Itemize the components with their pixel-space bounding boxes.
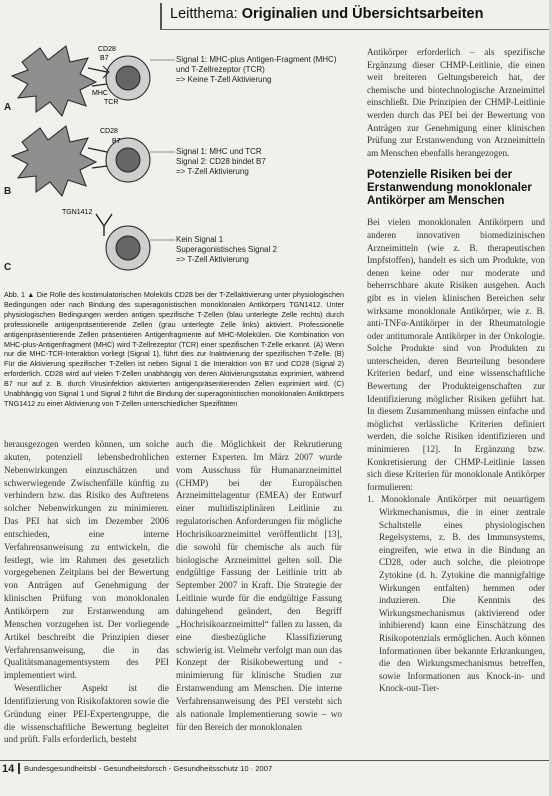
signal-text-c: [176, 235, 277, 265]
label-b7-a: B7: [100, 55, 109, 62]
column-1: [4, 438, 169, 746]
apc-cell-b: [12, 126, 96, 196]
signal-a-line-3: => Keine T-Zell Aktivierung: [176, 75, 272, 84]
row-letter-b: B: [4, 186, 12, 197]
t-cell-c: [106, 226, 150, 270]
page-footer: [0, 760, 552, 775]
signal-c-line-3: => T-Zell Aktivierung: [176, 255, 249, 264]
col3-body: Bei vielen monoklonalen Antikörpern und anderen innovativen biomedizinischen Arzneimitteln (wie z. B. therapeutischen Impfstoffen), handelt es sich um Produkte, von denen keine oder nur moderate und beherrschbare akute Risiken ausgehen. Auch gibt es in vielen klinischen Bereichen sehr wirksame monoklonale Antikörper, wie z. B. anti-TNFα-Antikörper in der Rheumatologie oder antitumorale Antikörper in der Onkologie. Solche Produkte sind von Produkten zu unterscheiden, deren Beurteilung besondere Kriterien bedarf, und eine wissenschaftliche Bewertung der Produkteigenschaften zur Identifizierung möglicher Risiken geführt hat. In diesem Zusammenhang müssen einfache und möglichst verlässliche Kriterien definiert werden, die solche Risiken identifizieren und minimieren [12]. In Ergänzung bzw. Konkretisierung der CHMP-Leitlinie lassen sich diese Kriterien für monoklonale Antikörper formulieren:: [367, 217, 545, 492]
label-mhc-a: MHC: [92, 90, 108, 97]
label-cd28-b: CD28: [100, 128, 118, 135]
section-heading: Potenzielle Risiken bei der Erstanwendung monoklonaler Antikörper am Menschen: [367, 169, 532, 208]
column-3: [367, 46, 545, 695]
row-letter-a: A: [4, 102, 12, 113]
row-c-cells: [62, 209, 150, 270]
signal-b-line-2: Signal 2: CD28 bindet B7: [176, 157, 266, 166]
list-item-1: 1. Monoklonale Antikörper mit neuartigem Wirkmechanismus, die in einer zentrale Schaltstelle eines physiologischen Regelsystems, z. B. des Immunsystems, eingreifen, wie etwa in die Bindung an CD28, oder auch solche, die pleiotrope Zytokine (d. h. Zytokine die mannigfaltige Wirkungen entfalten) hemmen oder induzieren. Die Kenntnis des Wirkungsmechanismus (aktivierend oder inhibierend) kann eine Einschätzung des Risikopotenzials ermöglichen. Auch können Informationen über bekannte Erkrankungen, die den Wirkungsmechanismus betreffen, sowie Informationen aus Knock-in- und Knock-out-Tier-: [367, 494, 545, 694]
figure-cd28-activation: [0, 40, 350, 280]
header-prefix: Leitthema:: [170, 6, 242, 22]
figure-caption: Abb. 1 ▲ Die Rolle des kostimulatorischen Moleküls CD28 bei der T-Zellaktivierung unter physiologischen Bedingungen oder nach Bindung des superagonistischen monoklonalen Antikörpers TGN1412. Unter physiologischen Bedingungen werden antigen spezifische T-Zellen (blau unterlegte Zelle rechts) durch professionelle antigenpräsentierende Zellen (grau unterlegte Zelle links) aktiviert. Professionelle antigenpräsentierende Zellen präsentieren Antigenfragmente auf MHC-Molekülen. Die Kombination von MHC-plus-Antigenfragment (MHC) wird T-Zellrezeptor (TCR) einer spezifischen T-Zelle erkannt. (A) Wenn nur die MHC-TCR-Interaktion vorliegt (Signal 1), führt dies zur Inaktivierung der spezifischen T-Zelle. (B) Für die Aktivierung spezifischer T-Zellen ist neben Signal 1 die Interaktion von B7 und CD28 (Signal 2) erforderlich. CD28 wird auf vielen T-Zellen unabhängig von deren Aktivierungsstatus exprimiert, während B7 nur auf z. B. durch Virusinfektion aktivierten antigenpräsentierenden Zellen exprimiert wird. (C) Unabhängig von Signal 1 und Signal 2 führt die Bindung der superagonistischen monoklonalen Antikörpers TNG1412 zu einer Aktivierung von T-Zellen unterschiedlicher Spezifitäten: [4, 290, 344, 408]
t-cell-a: [106, 56, 150, 100]
signal-c-line-2: Superagonistisches Signal 2: [176, 245, 277, 254]
col2-paragraph-1: auch die Möglichkeit der Rekrutierung externer Experten. Im März 2007 wurde vom Ausschuss für Humanarzneimittel (CHMP) bei der Europäischen Arzneimittelagentur (EMEA) der Entwurf einer multidisziplinären Leitlinie zu regulatorischen Anforderungen für mögliche Hochrisikoarzneimittel veröffentlicht [13], die sowohl für chemische als auch für biologische Arzneimittel gelten soll. Die endgültige Fassung der Leitlinie tritt ab September 2007 in Kraft. Die Strategie der Leitlinie wurde für die endgültige Fassung dahingehend geändert, den Begriff „Hochrisikoarzneimittel“ fallen zu lassen, da eine diesbezügliche Klassifizierung schwierig ist. Vielmehr verfolgt man nun das Konzept der Risikobewertung und -minimierung für klinische Studien zur Erstanwendung am Menschen. Die interne Verfahrensanweisung des PEI versteht sich als nationale Implementierung sowie – wo für den Bereich der monoklonalen: [176, 439, 342, 732]
page-number: 14: [2, 763, 15, 775]
journal-citation: Bundesgesundheitsbl - Gesundheitsforsch - Gesundheitsschutz 10 · 2007: [24, 764, 273, 773]
col1-paragraph-1: herausgezogen werden können, um solche akuten, potenziell lebensbedrohlichen Nebenwirkungen einzuschätzen und schwerwiegende Zwischenfälle künftig zu verhindern bzw. das Risiko des Auftretens solcher Nebenwirkungen zu minimieren. Das PEI hat sich im Dezember 2006 entschieden, eine interne Verfahrensanweisung zu entwickeln, die festlegt, wie im Rahmen des gesetzlich vorgegebenen Zeitplans bei der Bewertung von Anträgen auf Genehmigung der klinischen Prüfung von monoklonalen Antikörpern zur Erstanwendung am Menschen vorzugehen ist. Der vorliegende Artikel beschreibt die Prinzipien dieser Verfahrensanweisung, die in das Qualitätsmanagementsystem des PEI implementiert wird.: [4, 439, 169, 681]
signal-text-b: [176, 147, 266, 177]
footer-divider: [18, 763, 20, 774]
column-2: [176, 438, 342, 733]
row-letter-c: C: [4, 262, 12, 273]
signal-b-line-1: Signal 1: MHC und TCR: [176, 147, 262, 156]
row-b-cells: [12, 126, 150, 196]
apc-cell-a: [12, 46, 96, 116]
signal-text-a: [176, 55, 337, 85]
running-header: [160, 3, 552, 29]
signal-b-line-3: => T-Zell Aktivierung: [176, 167, 249, 176]
col1-paragraph-2: Wesentlicher Aspekt ist die Identifizierung von Risikofaktoren sowie die Gründung einer PEI-Expertengruppe, die die wissenschaftliche Bewertung begleitet und prüft. Falls erforderlich, besteht: [4, 683, 169, 745]
antibody-icon: [96, 214, 112, 236]
signal-a-line-1: Signal 1: MHC-plus Antigen-Fragment (MHC): [176, 55, 337, 64]
row-a-cells: [12, 46, 150, 116]
label-tgn1412: TGN1412: [62, 209, 93, 216]
signal-c-line-1: Kein Signal 1: [176, 235, 224, 244]
label-cd28-a: CD28: [98, 46, 116, 53]
col3-intro: Antikörper erforderlich – als spezifische Ergänzung dieser CHMP-Leitlinie, die einen weit breiteren Geltungsbereich hat, der chemische und biotechnologische Arzneimittel einschließt. Die Prinzipien der CHMP-Leitlinie werden durch das PEI bei der Bewertung von Anträgen zur Genehmigung einer klinischen Prüfung zur Erstanwendung von Arzneimitteln am Menschen ebenfalls herangezogen.: [367, 47, 545, 158]
signal-a-line-2: und T-Zellrezeptor (TCR): [176, 65, 265, 74]
header-title: Originalien und Übersichtsarbeiten: [241, 6, 484, 22]
label-tcr-a: TCR: [104, 99, 119, 106]
label-b7-b: B7: [112, 138, 121, 145]
header-rule: [160, 29, 552, 30]
